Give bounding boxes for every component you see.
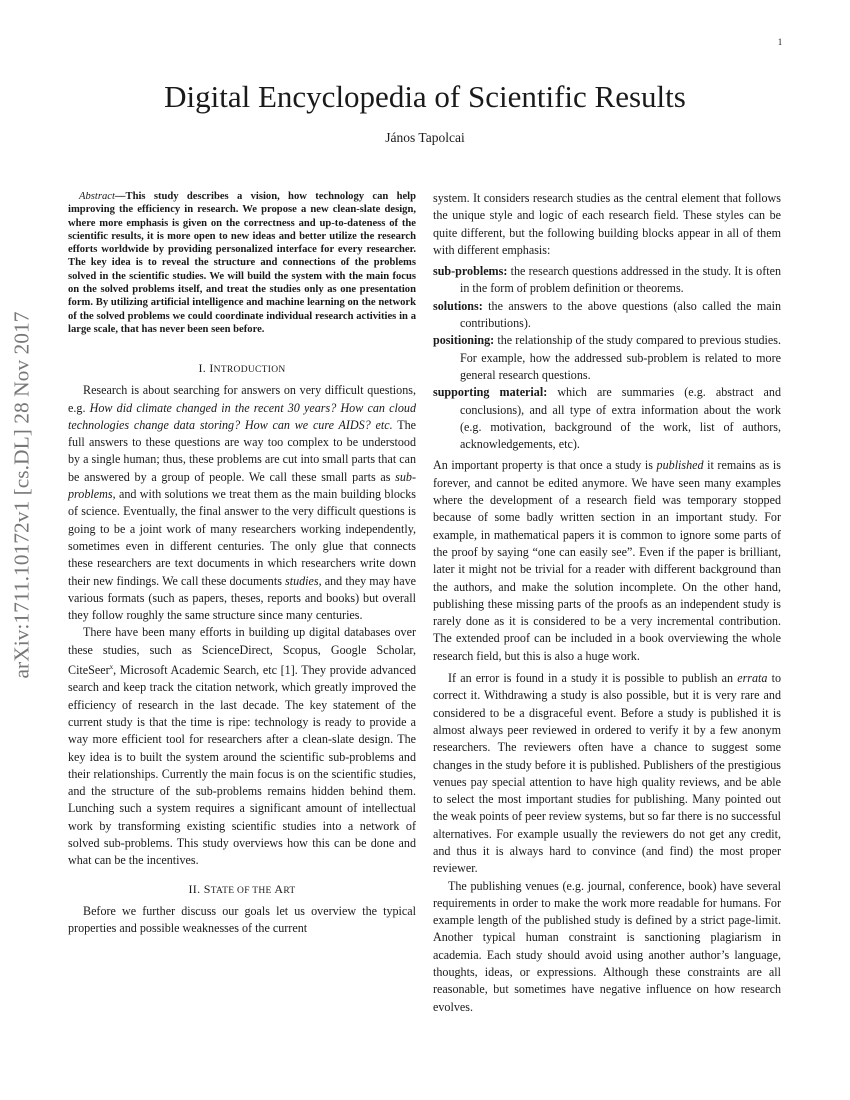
section-heading-introduction — [68, 361, 416, 376]
list-term: positioning: — [433, 333, 495, 348]
list-term: solutions: — [433, 298, 483, 313]
abstract-lead: Abstract — [79, 191, 115, 202]
abstract-text: —This study describes a vision, how technology can help improving the efficiency in research. We propose a new clean-slate design, where more emphasis is given on the correctness and up-to-dateness of the scientific results, it is more open to new ideas and better utilize the research efforts worldwide by providing personalized interface for every researcher. The key idea is to reveal the structure and connections of the problems solved in the scientific studies. We will build the system with the main focus on the solved problems itself, and treat the studies only as one presentation form. By utilizing artificial intelligence and machine learning on the network of the solved problems we could coordinate individual research activities in a large scale, that has never been seen before. — [68, 191, 416, 335]
text-run: There have been many efforts in building up digital databases over these studies, such as ScienceDirect, Scopus, Google Scholar, CiteSeer — [68, 625, 416, 678]
list-item — [433, 263, 781, 298]
text-run: , and they may have various formats (such as papers, theses, reports and books) but overall they follow roughly the same structure since many centuries. — [68, 573, 417, 623]
list-description: which are summaries (e.g. abstract and conclusions), and all type of extra information about the work (e.g. motivation, background of the work, list of authors, acknowledgements, etc). — [460, 385, 781, 452]
section-initial: A — [274, 881, 284, 896]
list-description: the research questions addressed in the study. It is often in the form of problem definition or theorems. — [460, 264, 781, 296]
italic-questions: How did climate changed in the recent 30 years? How can cloud technologies change data storing? How can we cure AIDS? etc. — [68, 400, 416, 432]
text-run: it remains as is forever, and cannot be edited anymore. We have seen many examples where the development of a research field was temporary stopped because of some badly written section in an important study. For example, in mathematical papers it is common to ignore some parts of the proof by saying “one can easily see”. Even if the paper is brilliant, later it might not be trivial for a reader with different background than the authors, and make the solution incomplete. On the other hand, publishing these missing parts of the proofs as an independent study is rarely done as it is considered to be a very incremental contribution. The extended proof can be included in a book overviewing the whole research field, but this is also a huge work. — [433, 458, 781, 663]
state-paragraph-1: Before we further discuss our goals let us overview the typical properties and possible weaknesses of the current — [68, 903, 416, 935]
text-run: If an error is found in a study it is possible to publish an — [448, 671, 738, 686]
superscript: x — [109, 663, 114, 672]
list-item — [433, 384, 781, 453]
text-run: Research is about searching for answers on very difficult questions, e.g. — [68, 383, 416, 415]
text-run: to correct it. Withdrawing a study is also possible, but it is very rare and considered to be a disgraceful event. Before a study is published it is almost always peer reviewed in ordered to verify it by a few anonym researchers. The reviewers often have a chance to suggest some changes in the study before it is published. Publishers of the prestigious venues pay special attention to have high quality reviews, and be able to select the most important studies for publishing. Many pointed out the weak points of peer review systems, but so far there is no successful alternatives. For example usually the reviewers do not get any credit, and thus it is always hard to convince (and find) the most proper reviewer. — [433, 671, 781, 876]
section-title-rest: TATE OF THE — [210, 885, 275, 896]
text-run: , Microsoft Academic Search, etc [1]. They provide advanced search and keep track the citation network, which greatly improved the efficiency of research in the last decade. The key statement of the current study is that the time is ripe: technology is ready to provide a way more efficient tool for researchers after a clean-slate design. The key idea is to built the system around the scientific sub-problems and their relationships. Currently the main focus is on the scientific studies, and the structure of the sub-problems remains hidden behind them. Lunching such a system requires a significant amount of intellectual work by transforming existing scientific studies into a network of solved sub-problems. This study overviews how this can be done and what can be the incentives. — [68, 663, 416, 868]
arxiv-identifier: arXiv:1711.10172v1 [cs.DL] 28 Nov 2017 — [9, 311, 34, 679]
text-run: An important property is that once a study is — [433, 458, 657, 473]
section-initial: S — [203, 881, 211, 896]
right-paragraph-1: system. It considers research studies as the central element that follows the unique style and logic of each research field. These styles can be quite different, but the following building blocks appear in all of them with different emphasis: — [433, 191, 781, 257]
list-description: the answers to the above questions (also called the main contributions). — [460, 298, 781, 331]
text-run: , and with solutions we treat them as the main building blocks of science. Eventually, the final answer to the very difficult questions is going to be a joint work of many researchers working independently, sometimes even in different centuries. The only glue that connects these researchers are text documents in which researchers write down their new findings. We call these documents — [68, 487, 416, 588]
section-numeral: II. — [188, 881, 201, 896]
right-paragraph-4: The publishing venues (e.g. journal, conference, book) have several requirements in order to make the work more readable for humans. For example length of the published study is defined by a strict page-limit. Another typical human constraint is sanctioning plagiarism in academia. Each study should avoid using another author’s language, thoughts, ideas, or expressions. Although these constraints are all reasonable, but sometimes have negative influence on how research evolves. — [433, 878, 781, 1014]
left-column — [68, 190, 416, 937]
right-column — [433, 190, 781, 1016]
abstract — [68, 190, 416, 336]
italic-term-sub-problems: sub-problems — [68, 469, 416, 502]
italic-term-studies: studies — [285, 573, 319, 588]
list-item — [433, 298, 781, 333]
list-term: sub-problems: — [433, 264, 508, 279]
text-run: The full answers to these questions are way too complex to be understood by a single human; thus, these problems are cut into small parts that can be answered by a group of people. We call these small parts as — [68, 417, 417, 484]
author-name: János Tapolcai — [385, 130, 465, 145]
section-heading-state-of-the-art — [68, 882, 416, 897]
paper-title: Digital Encyclopedia of Scientific Results — [164, 79, 686, 114]
italic-term-errata: errata — [737, 671, 768, 686]
page-number: 1 — [777, 37, 783, 47]
list-term: supporting material: — [433, 385, 548, 400]
arxiv-side-stamp — [2, 265, 42, 725]
right-paragraph-3 — [433, 670, 781, 878]
intro-paragraph-1 — [68, 382, 416, 624]
section-title-rest: RT — [283, 885, 296, 896]
intro-paragraph-2 — [68, 624, 416, 869]
section-initial: I — [209, 361, 214, 376]
building-blocks-list — [433, 263, 781, 453]
section-numeral: I. — [198, 361, 207, 376]
right-paragraph-2 — [433, 457, 781, 665]
italic-term-published: published — [656, 458, 704, 473]
section-title-rest: NTRODUCTION — [213, 365, 286, 376]
list-item — [433, 332, 781, 384]
list-description: the relationship of the study compared to previous studies. For example, how the addressed sub-problem is related to more general research questions. — [460, 333, 781, 382]
